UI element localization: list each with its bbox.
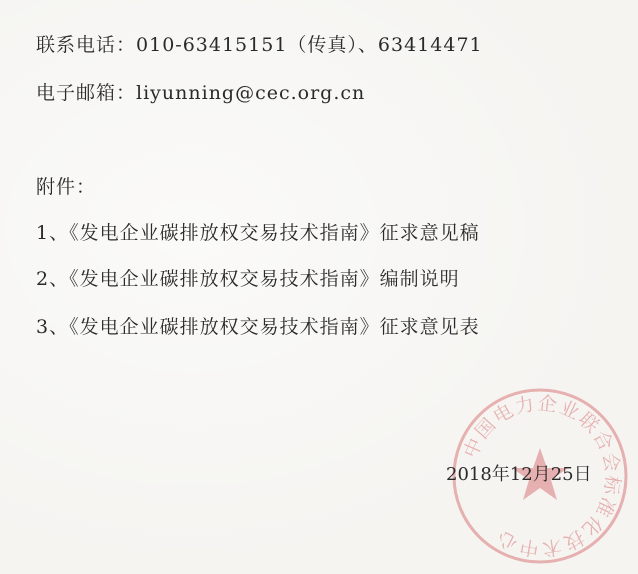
contact-phone-line [36,30,483,57]
contact-email-line [36,78,365,105]
signature-date: 2018年12月25日 [446,464,592,485]
email-label: 电子邮箱： [36,82,137,104]
phone-label: 联系电话： [36,34,137,56]
attachment-item: 1、《发电企业碳排放权交易技术指南》征求意见稿 [36,222,480,244]
attachment-item: 3、《发电企业碳排放权交易技术指南》征求意见表 [36,316,480,338]
seal-text: 中国电力企业联合会标准化技术中心 [459,392,624,560]
attachment-item: 2、《发电企业碳排放权交易技术指南》编制说明 [36,268,460,290]
email-value: liyunning@cec.org.cn [136,82,366,104]
phone-value: 010-63415151（传真）、63414471 [136,34,483,56]
attachments-heading: 附件： [36,176,97,198]
